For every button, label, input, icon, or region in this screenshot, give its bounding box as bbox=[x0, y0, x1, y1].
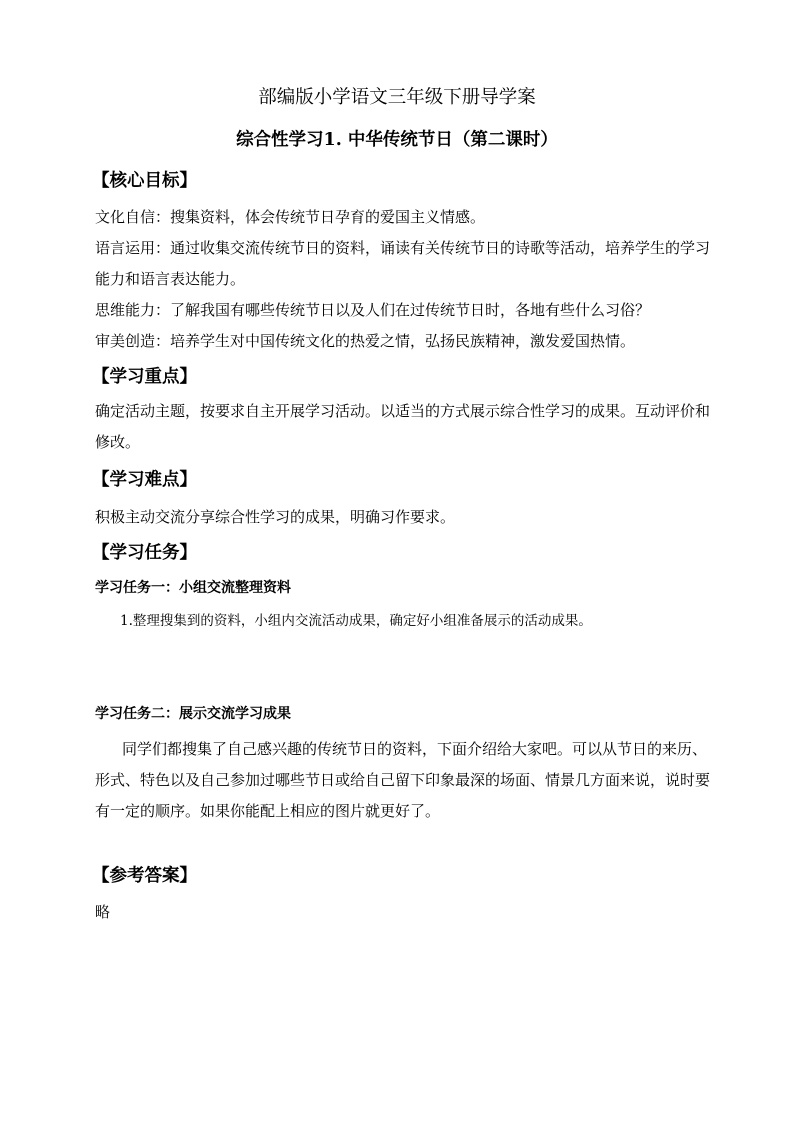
task2-title: 学习任务二：展示交流学习成果 bbox=[95, 706, 291, 722]
core-goals-heading: 【核心目标】 bbox=[92, 171, 197, 191]
answers-text: 略 bbox=[95, 903, 111, 921]
answers-heading: 【参考答案】 bbox=[92, 866, 197, 886]
tasks-heading: 【学习任务】 bbox=[92, 543, 197, 563]
difficulties-text: 积极主动交流分享综合性学习的成果，明确习作要求。 bbox=[95, 508, 456, 526]
task1-title: 学习任务一：小组交流整理资料 bbox=[95, 580, 291, 596]
core-goal-thinking: 思维能力：了解我国有哪些传统节日以及人们在过传统节日时，各地有些什么习俗？ bbox=[95, 301, 651, 319]
task1-item: 1.整理搜集到的资料，小组内交流活动成果，确定好小组准备展示的活动成果。 bbox=[120, 613, 592, 629]
lesson-subtitle: 综合性学习1. 中华传统节日（第二课时） bbox=[236, 130, 558, 150]
core-goal-aesthetic: 审美创造：培养学生对中国传统文化的热爱之情，弘扬民族精神，激发爱国热情。 bbox=[95, 332, 636, 350]
key-points-text: 确定活动主题，按要求自主开展学习活动。以适当的方式展示综合性学习的成果。互动评价和修改。 bbox=[95, 402, 711, 451]
core-goal-language: 语言运用：通过收集交流传统节日的资料，诵读有关传统节日的诗歌等活动，培养学生的学习能力和语言表达能力。 bbox=[95, 239, 711, 288]
key-points-heading: 【学习重点】 bbox=[92, 367, 197, 387]
core-goal-culture: 文化自信：搜集资料，体会传统节日孕育的爱国主义情感。 bbox=[95, 208, 486, 226]
difficulties-heading: 【学习难点】 bbox=[92, 470, 197, 490]
task2-text: 同学们都搜集了自己感兴趣的传统节日的资料，下面介绍给大家吧。可以从节日的来历、形式、特色以及自己参加过哪些节日或给自己留下印象最深的场面、情景几方面来说，说时要有一定的顺序。如果你能配上相应的图片就更好了。 bbox=[95, 740, 711, 820]
document-title: 部编版小学语文三年级下册导学案 bbox=[258, 87, 536, 108]
